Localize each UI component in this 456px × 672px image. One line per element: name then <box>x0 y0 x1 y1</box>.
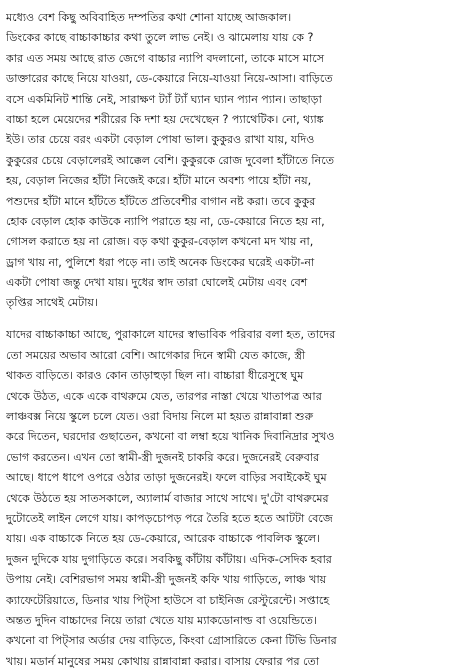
text-line: উপায় নেই। বেশিরভাগ সময় স্বামী-স্ত্রী দুজনই কফি খায় গাড়িতে, লাঞ্চ খায় <box>6 573 327 587</box>
text-line: কখনো বা পিট্‌সার অর্ডার দেয় বাড়িতে, কিংবা গ্রোসারিতে কেনা টিভি ডিনার <box>6 634 337 648</box>
text-line: কার এত সময় আছে রাত জেগে বাচ্চার ন্যাপি বদলানো, তাকে মাসে মাসে <box>6 51 325 65</box>
text-line: দুটোতেই লাইন লেগে যায়। কাপড়চোপড় পরে তৈরি হতে হতে আটটা বেজে <box>6 511 333 525</box>
text-line: আছে। ধাপে ধাপে ওপরে ওঠার তাড়া দুজনেরই। ফলে বাড়ির সবাইকেই ঘুম <box>6 471 327 485</box>
text-line: হোক বেড়াল হোক কাউকে ন্যাপি পরাতে হয় না, ডে-কেয়ারে নিতে হয় না, <box>6 214 325 228</box>
text-line: তো সময়ের অভাব আরো বেশি। আগেকার দিনে স্বামী যেত কাজে, স্ত্রী <box>6 348 306 362</box>
text-line: লাঞ্চবক্স নিয়ে স্কুলে চলে যেত। ওরা বিদায় নিলে মা হয়ত রান্নাবান্না শুরু <box>6 410 314 424</box>
text-line: মধ্যেও বেশ কিছু অবিবাহিত দম্পতির কথা শোনা যাচ্ছে আজকাল। <box>6 11 292 24</box>
text-line: অন্তত দুদিন বাচ্চাদের নিয়ে তারা খেতে যায় ম্যাকডোনাল্ড বা ওয়েন্ডিতে। <box>6 613 317 627</box>
text-line: বসে একমিনিট শান্তি নেই, সারাক্ষণ ট্যাঁ ট্যাঁ ঘ্যান ঘ্যান প্যান প্যান। তাছাড়া <box>6 92 322 106</box>
text-line: করে দিতেন, ঘরদোর গুছাতেন, কখনো বা লম্বা হয়ে খানিক দিবানিদ্রার সুখও <box>6 430 335 444</box>
text-line: ভোগ করতেন। এখন তো স্বামী-স্ত্রী দুজনই চাকরি করে। দুজনেরই বেরুবার <box>6 450 320 464</box>
text-line: ড্রাগ খায় না, পুলিশে ধরা পড়ে না। তাই অনেক ডিংকের ঘরেই একটা-না <box>6 255 315 269</box>
text-line: তৃপ্তির সাথেই মেটায়। <box>6 296 98 310</box>
text-line: ডাক্তারের কাছে নিয়ে যাওয়া, ডে-কেয়ারে নিয়ে-যাওয়া নিয়ে-আসা। বাড়িতে <box>6 72 333 86</box>
text-line: যায়। এক বাচ্চাকে নিতে হয় ডে-কেয়ারে, আরেক বাচ্চাকে পাবলিক স্কুলে। <box>6 532 320 546</box>
text-line: একটা পোষা জন্তু দেখা যায়। দুধের স্বাদ তারা ঘোলেই মেটায় এবং বেশ <box>6 276 308 290</box>
text-line: ইউ। তার চেয়ে বরং একটা বেড়াল পোষা ভাল। কুকুরও রাখা যায়, যদিও <box>6 133 315 147</box>
text-line: থাকত বাড়িতে। কারও কোন তাড়াহুড়া ছিল না। বাচ্চারা ধীরেসুস্থে ঘুম <box>6 369 304 383</box>
text-line: থেকে উঠত, একে একে বাথরুমে যেত, তারপর নাস্তা খেয়ে খাতাপত্র আর <box>6 389 322 403</box>
text-line: দুজন দুদিকে যায় দুগাড়িতে করে। সবকিছু কাঁটায় কাঁটায়। এদিক-সেদিক হবার <box>6 552 332 566</box>
paragraph-2 <box>6 325 448 672</box>
text-line: পশুদের হাঁটা মানে হাঁটতে হাঁটতে প্রতিবেশীর বাগান নষ্ট করা। তবে কুকুর <box>6 194 316 208</box>
text-line: ডিংকের কাছে বাচ্চাকাচ্চার কথা তুলে লাভ নেই। ও ঝামেলায় যায় কে ? <box>6 31 314 45</box>
text-line: খায়। মডার্ন মানুষের সময় কোথায় রান্নাবান্না করার। বাসায় ফেরার পর তো <box>6 654 320 668</box>
text-line: থেকে উঠতে হয় সাতসকালে, অ্যালার্ম বাজার সাথে সাথে। দু'টো বাথরুমের <box>6 491 329 505</box>
text-line: বাচ্চা হলে মেয়েদের শরীরের কি দশা হয় দেখেছেন ? প্যাথেটিক। নো, থ্যাঙ্ক <box>6 112 324 126</box>
text-line: গোসল করাতে হয় না রোজ। বড় কথা কুকুর-বেড়াল কখনো মদ খায় না, <box>6 235 314 249</box>
text-line: যাদের বাচ্চাকাচ্চা আছে, পুরাকালে যাদের স্বাভাবিক পরিবার বলা হত, তাদের <box>6 328 336 342</box>
paragraph-1 <box>6 8 448 314</box>
text-line: কুকুরের চেয়ে বেড়ালেরই আক্কেল বেশি। কুকুরকে রোজ দুবেলা হাঁটাতে নিতে <box>6 153 335 167</box>
text-line: হয়, বেড়াল নিজের হাঁটা নিজেই করে। হাঁটা মানে অবশ্য পায়ে হাঁটা নয়, <box>6 174 312 188</box>
text-line: ক্যাফেটেরিয়াতে, ডিনার খায় পিট্‌সা হাউসে বা চাইনিজ রেস্টুরেন্টে। সপ্তাহে <box>6 593 330 607</box>
